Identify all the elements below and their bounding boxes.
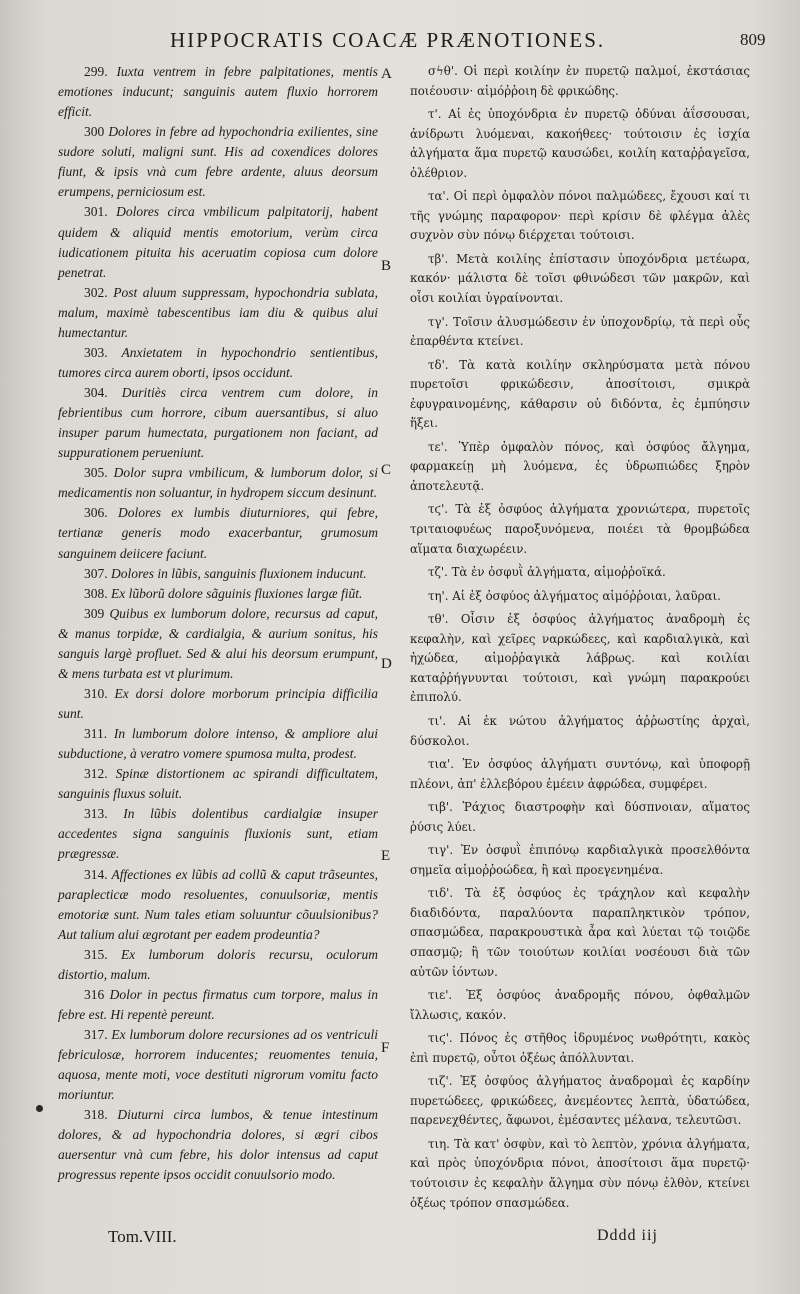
latin-paragraph [58,463,378,503]
greek-paragraph [410,1135,750,1213]
paragraph-text: In lũbis dolentibus cardialgiæ insuper accedentes signa sanguinis fluxionis sunt, etiam prægressæ. [58,806,378,862]
paragraph-number: τβ'. [428,251,449,266]
paragraph-text: Τὰ ἐν ὀσφυῒ ἀλγήματα, αἱμοῤῥοϊκά. [451,565,666,580]
signature-mark: Dddd iij [597,1227,658,1244]
paragraph-number: τιϛ'. [428,1031,453,1046]
paragraph-number: 307. [84,565,108,581]
latin-paragraph [58,684,378,724]
paragraph-text: Spinæ distortionem ac spirandi difficultatem, sanguinis fluxus soluit. [58,766,378,802]
margin-letter-a: A [381,66,392,82]
paragraph-text: Duritiès circa ventrem cum dolore, in febrientibus cum horrore, cibum auersantibus, si aluo insuper parum humectata, purgationem non faciant, ad suppurationem perueniunt. [58,385,378,461]
paragraph-text: Anxietatem in hypochondrio sentientibus, tumores circa aurem oborti, ipsos occidunt. [58,344,378,380]
latin-paragraph [58,1025,378,1105]
greek-paragraph [410,313,750,352]
latin-paragraph [58,865,378,945]
paragraph-number: τδ'. [428,357,449,372]
paragraph-text: Ex lumborum doloris recursu, oculorum distortio, malum. [58,946,379,982]
paragraph-text: Dolores ex lumbis diuturniores, qui febre, tertianæ generis modo exacerbantur, grumosum sanguinem deiicere faciunt. [58,505,379,561]
paragraph-number: τιδ'. [428,886,454,901]
greek-column [410,62,750,1217]
paragraph-number: τη'. [428,588,449,603]
paragraph-text: Affectiones ex lũbis ad collũ & caput trãseuntes, paraplecticæ modo resoluentes, conuulsoriæ, mentis emotoriæ sunt. Num tales etiam soluuntur cõuulsionibus? Aut talium alui ægrotant per eadem prodeuntia? [58,866,378,942]
paragraph-number: 302. [84,284,108,300]
paragraph-number: 303. [84,344,108,360]
paragraph-number: 317. [84,1027,108,1042]
paragraph-text: Dolores circa vmbilicum palpitatorij, habent quidem & aliquid mentis emotorium, verùm circa iudicationem pituita his aceruatim copiosa cum dolore penetrat. [58,204,378,280]
paragraph-text: Ἐξ ὀσφύος ἀναδρομῆς πόνου, ὀφθαλμῶν ἴλλωσις, κακόν. [410,988,750,1022]
latin-paragraph [58,202,378,282]
paragraph-text: Dolores in lũbis, sanguinis fluxionem inducunt. [111,565,367,581]
paragraph-text: Post aluum suppressam, hypochondria sublata, malum, maximè tabescentibus iam diu & quibus alui humectantur. [58,284,379,340]
margin-letter-d: D [381,656,392,672]
paragraph-number: 310. [84,685,108,701]
paragraph-text: Αἱ ἐς ὑποχόνδρια ἐν πυρετῷ ὀδύναι ἀΐσσουσαι, ἀνίδρωτι λυόμεναι, κακοήθεες· τούτοισιν ἐς ἰσχία ἀλγήματα ἅμα πυρετῷ καυσώδει, κοιλίη καταῤῥαγεῖσα, ὀλέθριον. [410,107,750,180]
latin-paragraph [58,564,378,584]
paragraph-text: Μετὰ κοιλίης ἐπίστασιν ὑποχόνδρια μετέωρα, κακόν· μάλιστα δὲ τοῖσι φθινώδεσι τῶν μακρῶν, καὶ οἷσι κοιλίαι ὑγραίνονται. [410,251,750,306]
paragraph-text: Dolor in pectus firmatus cum torpore, malus in febre est. Hi repentè pereunt. [58,986,378,1022]
greek-paragraph [410,500,750,559]
paragraph-text: Iuxta ventrem in febre palpitationes, mentis emotiones inducunt; sanguinis autem fluxio horrorem efficit. [58,64,379,120]
paragraph-number: τιη. [428,1136,450,1151]
margin-letter-c: C [381,462,392,478]
paragraph-text: Ex lũborũ dolore sãguinis fluxiones largæ fiũt. [111,585,363,601]
greek-paragraph [410,884,750,982]
paragraph-text: Τοῖσιν ἀλυσμώδεσιν ἐν ὑποχονδρίῳ, τὰ περὶ οὖς ἐπαρθέντα κτείνει. [410,314,750,349]
greek-paragraph [410,1029,750,1068]
paragraph-number: 316 [84,986,105,1002]
paragraph-number: 305. [84,465,108,481]
paragraph-number: τγ'. [428,314,449,329]
latin-paragraph [58,503,378,563]
margin-letter-b: B [381,258,392,274]
paragraph-text: Ἐν ὀσφύος ἀλγήματι συντόνῳ, καὶ ὑποφορῇ πλέονι, ἀπ' ἐλλεβόρου ἐμέειν ἀφρώδεα, συμφέρει. [410,757,750,791]
greek-paragraph [410,610,750,708]
paragraph-text: Οἱ περὶ ὀμφαλὸν πόνοι παλμώδεες, ἔχουσι καί τι τῆς γνώμης παραφορον· περὶ κρίσιν δὲ φλέγμα ἀλὲς συχνὸν σὺν πόνῳ διέρχεται τούτοισι. [410,189,750,243]
latin-paragraph [58,804,378,864]
greek-paragraph [410,712,750,751]
paragraph-text: Οἷσιν ἐξ ὀσφύος ἀλγήματος ἀναδρομὴ ἐς κεφαλὴν, καὶ χεῖρες ναρκώδεες, καὶ καρδιαλγικὰ, καὶ ἠχώδεα, αἱμοῤῥαγικὰ λάβρως. καὶ κοιλίαι καταῤῥήγνυνται τούτοισι, καὶ γνώμη παρακρούει ἐπιπολύ. [410,612,750,705]
paragraph-number: τε'. [428,439,448,454]
latin-paragraph [58,283,378,343]
latin-paragraph [58,62,378,122]
paragraph-text: Αἱ ἐκ νώτου ἀλγήματος ἀῤῥωστίης ἀρχαὶ, δύσκολοι. [410,713,750,748]
paragraph-text: Diuturni circa lumbos, & tenue intestinum dolores, & ad hypochondria dolores, si ægri cibos auersentur vnà cum febre, his dolor intensus ad caput progressus repente ipsos occidit conuulsorio modo. [58,1107,379,1183]
paragraph-text: In lumborum dolore intenso, & ampliore alui subductione, à veratro vomere spumosa multa, prodest. [58,726,378,762]
paragraph-number: 300 [84,124,105,140]
paragraph-text: Ἐν ὀσφυῒ ἐπιπόνῳ καρδιαλγικὰ προσελθόντα σημεῖα αἱμοῤῥοώδεα, ἢ καὶ προεγενημένα. [410,843,750,877]
paragraph-number: 309 [84,605,105,621]
margin-letter-f: F [381,1040,390,1056]
paragraph-text: Dolor supra vmbilicum, & lumborum dolor, si medicamentis non soluantur, in hydropem siccum desinunt. [58,465,379,501]
paragraph-text: Τὰ κατὰ κοιλίην σκληρύσματα μετὰ πόνου πυρετοῖσι φρικώδεσιν, ἀποσίτοισι, σμικρὰ ἐφυγραινομένης, κάθαρσιν οὐ διδόντα, ἐς ἐμπύησιν ἥξει. [410,357,750,431]
latin-paragraph [58,604,378,684]
latin-paragraph [58,122,378,202]
latin-column [58,62,378,1186]
paragraph-number: τιγ'. [428,843,454,858]
greek-paragraph [410,841,750,880]
paragraph-number: 301. [84,204,108,220]
paragraph-text: Ex dorsi dolore morborum principia difficilia sunt. [58,685,379,721]
paragraph-text: Quibus ex lumborum dolore, recursus ad caput, & manus torpidæ, & cardialgia, & aurium sonitus, his sanguis largè profluet. Sed & alui his deorsum erumpunt, & mens turbata est vt plurimum. [58,605,378,681]
paragraph-text: Dolores in febre ad hypochondria exilientes, sine sudore soluti, maligni sunt. His ad coxendices dolores fiunt, & ipsis vnà cum febre ardente, aluus deorsum erumpens, perniciosum est. [58,124,378,200]
greek-paragraph [410,187,750,246]
latin-paragraph [58,764,378,804]
paragraph-number: τ'. [428,107,442,122]
latin-paragraph [58,724,378,764]
paragraph-number: 318. [84,1107,108,1123]
paragraph-number: 313. [84,806,108,822]
paragraph-number: τιζ'. [428,1074,453,1089]
paragraph-number: τια'. [428,757,455,772]
paragraph-text: Τὰ κατ' ὀσφὺν, καὶ τὸ λεπτὸν, χρόνια ἀλγήματα, καὶ πρὸς ὑποχόνδρια πόνοι, ἀποσίτοισι ἅμα πυρετῷ· τούτοισιν ἐς κεφαλὴν ἄλγημα σὺν πόνῳ ἐλθὸν, κτείνει ὀξέως τρόπον σπασμώδεα. [410,1136,750,1210]
paragraph-text: Ῥάχιος διαστροφὴν καὶ δύσπνοιαν, αἵματος ῥύσις λύει. [410,800,750,834]
paragraph-number: 304. [84,385,108,400]
running-head: HIPPOCRATIS COACÆ PRÆNOTIONES. [170,28,606,52]
paragraph-number: τθ'. [428,612,449,627]
page-number: 809 [740,30,766,49]
greek-paragraph [410,798,750,837]
paragraph-number: τιε'. [428,988,453,1003]
latin-paragraph [58,343,378,383]
paragraph-number: 308. [84,585,108,601]
greek-paragraph [410,438,750,497]
greek-paragraph [410,62,750,101]
greek-paragraph [410,250,750,309]
paragraph-text: Ex lumborum dolore recursiones ad os ventriculi febriculosæ, horrorem inducentes; reuomentes tenuia, aquosa, mente moti, voce destituti nigrorum vomitu facto moriuntur. [58,1027,379,1103]
margin-letter-e: E [381,848,391,864]
greek-paragraph [410,1072,750,1131]
paragraph-number: τζ'. [428,565,448,580]
latin-paragraph [58,945,378,985]
paragraph-text: Οἱ περὶ κοιλίην ἐν πυρετῷ παλμοί, ἐκστάσιας ποιέουσιν· αἱμόῤῥοιη δὲ φρικώδης. [410,64,750,98]
greek-paragraph [410,755,750,794]
latin-paragraph [58,985,378,1025]
greek-paragraph [410,563,750,583]
paragraph-number: σϟθ'. [428,64,458,78]
paragraph-number: 314. [84,866,108,882]
greek-paragraph [410,986,750,1025]
ink-blot [36,1105,43,1112]
paragraph-text: Πόνος ἐς στῆθος ἱδρυμένος νωθρότητι, κακὸς ἐπὶ πυρετῷ, οὗτοι ὀξέως ἀπόλλυνται. [410,1031,750,1065]
paragraph-text: Τὰ ἐξ ὀσφύος ἐς τράχηλον καὶ κεφαλὴν διαδιδόντα, παραλύοντα παραπληκτικὸν τρόπον, σπασμώδεα, παρακρουστικὰ ἆρα καὶ λύεται τῷ τοιῷδε σπασμῷ; ἢ τῶν τοιούτων κοιλίαι νοσέουσι διὰ τῶν αὐτῶν ἰόντων. [410,886,750,979]
paragraph-number: τιβ'. [428,800,453,815]
paragraph-text: Αἱ ἐξ ὀσφύος ἀλγήματος αἱμόῤῥοιαι, λαῦραι. [452,588,721,603]
latin-paragraph [58,383,378,463]
volume-label: Tom.VIII. [108,1227,177,1246]
paragraph-number: 315. [84,946,108,962]
greek-paragraph [410,587,750,607]
greek-paragraph [410,356,750,434]
paragraph-text: Τὰ ἐξ ὀσφύος ἀλγήματα χρονιώτερα, πυρετοῖς τριταιοφυέως παροξυνόμενα, ποιέει τὰ θρομβώδεα αἵματα διαχωρέειν. [410,502,750,556]
paragraph-number: τι'. [428,713,447,728]
greek-paragraph [410,105,750,183]
paragraph-number: 311. [84,726,108,742]
paragraph-text: Ὑπὲρ ὀμφαλὸν πόνος, καὶ ὀσφύος ἄλγημα, φαρμακείῃ μὴ λυόμενα, ἐς ὑδρωπιώδες ξηρὸν ἀποτελευτᾷ. [410,439,750,493]
paragraph-number: 306. [84,505,108,521]
latin-paragraph [58,584,378,604]
paragraph-number: τϛ'. [428,502,449,517]
paragraph-text: Ἐξ ὀσφύος ἀλγήματος ἀναδρομαὶ ἐς καρδίην πυρετώδεες, φρικώδεες, ἀνεμέοντες λεπτὰ, ὑδατώδεα, παρενεχθέντες, ἄφωνοι, ἐμέσαντες μέλανα, τελευτῶσι. [410,1074,750,1128]
latin-paragraph [58,1105,378,1185]
paragraph-number: τα'. [428,189,450,204]
paragraph-number: 312. [84,766,108,782]
paragraph-number: 299. [84,64,108,79]
